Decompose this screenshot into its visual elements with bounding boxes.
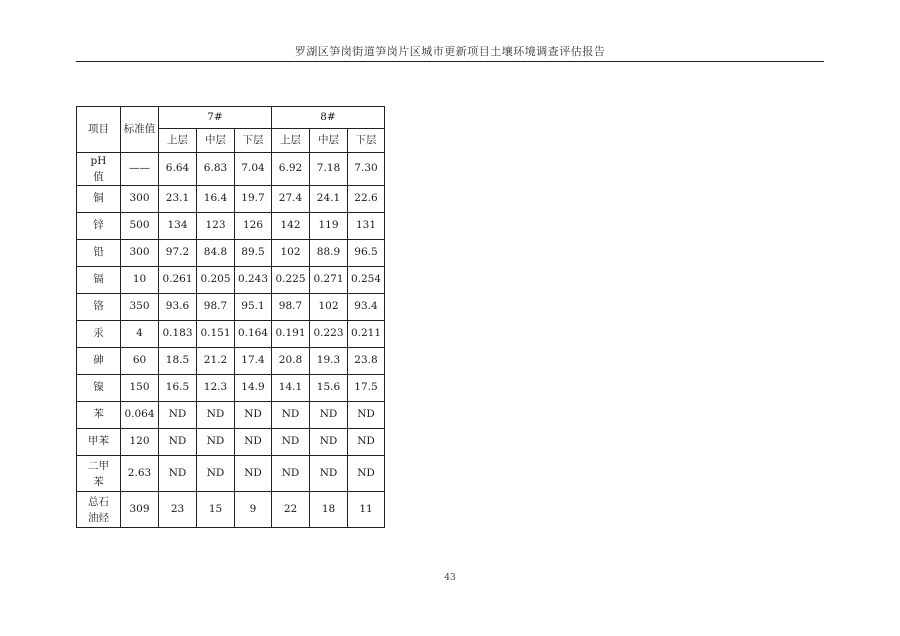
row-measured-value: ND [197, 429, 235, 456]
row-item-name: 镉 [77, 267, 121, 294]
row-measured-value: ND [159, 429, 197, 456]
row-measured-value: ND [310, 456, 348, 492]
row-standard-value: 120 [121, 429, 159, 456]
table-row [77, 348, 385, 375]
table-body [77, 153, 385, 528]
row-measured-value: 0.243 [235, 267, 272, 294]
row-measured-value: 93.6 [159, 294, 197, 321]
table-row [77, 294, 385, 321]
layer-header: 下层 [348, 129, 385, 153]
row-measured-value: 14.1 [272, 375, 310, 402]
row-measured-value: 23 [159, 492, 197, 528]
row-standard-value: 300 [121, 240, 159, 267]
row-measured-value: 6.92 [272, 153, 310, 186]
row-measured-value: 12.3 [197, 375, 235, 402]
row-standard-value: —— [121, 153, 159, 186]
row-measured-value: 84.8 [197, 240, 235, 267]
row-measured-value: 102 [272, 240, 310, 267]
row-measured-value: ND [235, 402, 272, 429]
row-item-name: 苯 [77, 402, 121, 429]
row-measured-value: 9 [235, 492, 272, 528]
row-measured-value: ND [348, 402, 385, 429]
row-measured-value: 0.205 [197, 267, 235, 294]
row-measured-value: 17.4 [235, 348, 272, 375]
row-measured-value: 15 [197, 492, 235, 528]
row-measured-value: 7.04 [235, 153, 272, 186]
row-measured-value: 6.64 [159, 153, 197, 186]
row-measured-value: 18.5 [159, 348, 197, 375]
row-measured-value: 22.6 [348, 186, 385, 213]
row-measured-value: 88.9 [310, 240, 348, 267]
layer-header: 中层 [310, 129, 348, 153]
layer-header: 中层 [197, 129, 235, 153]
row-item-name: 汞 [77, 321, 121, 348]
table-row [77, 213, 385, 240]
row-item-name: 砷 [77, 348, 121, 375]
row-item-name: 铜 [77, 186, 121, 213]
row-measured-value: ND [197, 402, 235, 429]
group-header-8: 8# [272, 107, 385, 129]
row-measured-value: 17.5 [348, 375, 385, 402]
row-measured-value: 20.8 [272, 348, 310, 375]
row-measured-value: 7.30 [348, 153, 385, 186]
row-measured-value: 142 [272, 213, 310, 240]
row-measured-value: 0.254 [348, 267, 385, 294]
layer-header: 上层 [272, 129, 310, 153]
row-measured-value: 19.7 [235, 186, 272, 213]
row-measured-value: 98.7 [272, 294, 310, 321]
row-item-name: 铬 [77, 294, 121, 321]
row-item-name: 锌 [77, 213, 121, 240]
row-measured-value: ND [159, 456, 197, 492]
row-measured-value: 14.9 [235, 375, 272, 402]
row-measured-value: 18 [310, 492, 348, 528]
row-measured-value: 95.1 [235, 294, 272, 321]
row-item-name: 总石油烃 [77, 492, 121, 528]
row-measured-value: 23.8 [348, 348, 385, 375]
table-row [77, 429, 385, 456]
row-measured-value: 89.5 [235, 240, 272, 267]
page-header-title: 罗湖区笋岗街道笋岗片区城市更新项目土壤环境调查评估报告 [294, 45, 606, 58]
table-row [77, 186, 385, 213]
row-measured-value: ND [348, 429, 385, 456]
table-row [77, 375, 385, 402]
row-standard-value: 300 [121, 186, 159, 213]
table-row [77, 456, 385, 492]
row-standard-value: 2.63 [121, 456, 159, 492]
table-row [77, 402, 385, 429]
row-standard-value: 4 [121, 321, 159, 348]
table-row [77, 321, 385, 348]
row-measured-value: 97.2 [159, 240, 197, 267]
row-measured-value: 123 [197, 213, 235, 240]
row-measured-value: ND [197, 456, 235, 492]
row-measured-value: ND [159, 402, 197, 429]
row-standard-value: 150 [121, 375, 159, 402]
row-standard-value: 500 [121, 213, 159, 240]
row-measured-value: ND [310, 402, 348, 429]
header-rule [76, 61, 824, 62]
row-standard-value: 0.064 [121, 402, 159, 429]
row-measured-value: 0.261 [159, 267, 197, 294]
group-header-7: 7# [159, 107, 272, 129]
row-measured-value: 0.223 [310, 321, 348, 348]
row-measured-value: 98.7 [197, 294, 235, 321]
row-measured-value: ND [235, 429, 272, 456]
row-measured-value: 93.4 [348, 294, 385, 321]
row-measured-value: 21.2 [197, 348, 235, 375]
row-measured-value: ND [272, 402, 310, 429]
row-measured-value: 6.83 [197, 153, 235, 186]
row-item-name: 二甲苯 [77, 456, 121, 492]
row-measured-value: 96.5 [348, 240, 385, 267]
row-measured-value: 7.18 [310, 153, 348, 186]
row-measured-value: 16.4 [197, 186, 235, 213]
row-measured-value: 15.6 [310, 375, 348, 402]
row-measured-value: 11 [348, 492, 385, 528]
row-measured-value: 131 [348, 213, 385, 240]
layer-header: 下层 [235, 129, 272, 153]
table-row [77, 267, 385, 294]
page-number: 43 [444, 573, 456, 583]
row-measured-value: 0.271 [310, 267, 348, 294]
row-measured-value: 0.191 [272, 321, 310, 348]
row-measured-value: 22 [272, 492, 310, 528]
row-standard-value: 350 [121, 294, 159, 321]
row-measured-value: 126 [235, 213, 272, 240]
row-measured-value: 24.1 [310, 186, 348, 213]
row-item-name: 镍 [77, 375, 121, 402]
row-item-name: pH 值 [77, 153, 121, 186]
col-header-standard: 标准值 [121, 107, 159, 153]
row-measured-value: ND [310, 429, 348, 456]
layer-header: 上层 [159, 129, 197, 153]
row-measured-value: ND [272, 456, 310, 492]
row-measured-value: 16.5 [159, 375, 197, 402]
row-standard-value: 309 [121, 492, 159, 528]
row-measured-value: 102 [310, 294, 348, 321]
row-measured-value: 0.151 [197, 321, 235, 348]
row-standard-value: 10 [121, 267, 159, 294]
row-measured-value: ND [272, 429, 310, 456]
row-measured-value: 19.3 [310, 348, 348, 375]
row-measured-value: ND [348, 456, 385, 492]
row-measured-value: 0.164 [235, 321, 272, 348]
row-measured-value: 27.4 [272, 186, 310, 213]
table-row [77, 492, 385, 528]
row-item-name: 铅 [77, 240, 121, 267]
row-standard-value: 60 [121, 348, 159, 375]
row-measured-value: 0.211 [348, 321, 385, 348]
row-measured-value: ND [235, 456, 272, 492]
row-item-name: 甲苯 [77, 429, 121, 456]
soil-data-table [76, 106, 385, 528]
row-measured-value: 0.225 [272, 267, 310, 294]
row-measured-value: 134 [159, 213, 197, 240]
table-row [77, 240, 385, 267]
row-measured-value: 23.1 [159, 186, 197, 213]
row-measured-value: 119 [310, 213, 348, 240]
col-header-item: 项目 [77, 107, 121, 153]
table-row [77, 153, 385, 186]
row-measured-value: 0.183 [159, 321, 197, 348]
